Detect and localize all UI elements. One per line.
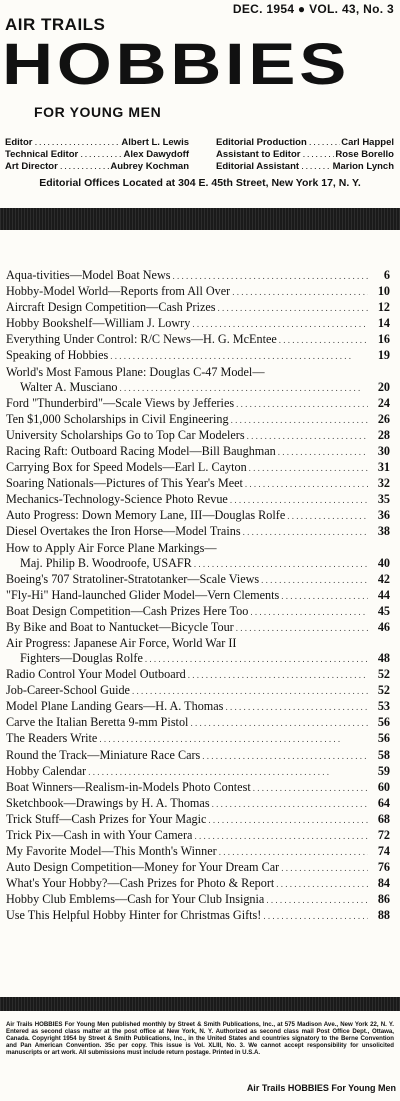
toc-entry [6,780,390,796]
toc-entry [6,316,390,332]
toc-title: Ten $1,000 Scholarships in Civil Engineering [6,411,229,426]
toc-title-continuation: Maj. Philip B. Woodroofe, USAFR [20,555,192,570]
toc-title: Auto Design Competition—Money for Your Dream Car [6,860,280,875]
toc-entry [6,604,390,620]
toc-leader [264,895,368,905]
staff-role: Editorial Assistant . . . [216,161,332,173]
toc-page-number: 40 [377,555,390,570]
toc-page-number: 44 [377,587,390,602]
toc-page-number: 56 [377,731,390,746]
toc-leader [248,607,368,617]
toc-page-number: 10 [377,284,390,299]
toc-leader [279,591,368,601]
toc-leader [143,654,368,664]
toc-page-number: 26 [377,411,390,426]
toc-title: "Fly-Hi" Hand-launched Glider Model—Vern Clements [6,587,280,602]
toc-page-number: 84 [377,876,390,891]
toc-leader [206,815,368,825]
toc-entry [6,428,390,444]
toc-title: Racing Raft: Outboard Racing Model—Bill Baughman [6,443,276,458]
staff-row [5,137,189,149]
toc-entry [6,508,390,524]
toc-page-number: 60 [377,779,390,794]
toc-leader [241,527,368,537]
table-of-contents [6,268,390,925]
toc-entry [6,365,390,380]
toc-leader [108,351,368,361]
toc-title: Speaking of Hobbies [6,348,109,363]
toc-title: Hobby Bookshelf—William J. Lowry [6,316,191,331]
toc-title: Boeing's 707 Stratoliner-Stratotanker—Scale Views [6,571,260,586]
toc-leader [223,702,368,712]
toc-page-number: 14 [377,316,390,331]
toc-entry [6,284,390,300]
toc-entry [6,268,390,284]
toc-entry [6,683,390,699]
toc-entry [6,828,390,844]
staff-row [216,161,394,173]
toc-entry [6,620,390,636]
staff-row [216,137,394,149]
toc-leader [188,718,368,728]
toc-entry [6,748,390,764]
toc-title: The Readers Write [6,731,98,746]
toc-title: Boat Design Competition—Cash Prizes Here Too [6,603,249,618]
toc-page-number: 28 [377,427,390,442]
staff-role: Art Director . . . [5,161,109,173]
toc-page-number: 64 [377,795,390,810]
toc-entry [6,476,390,492]
toc-title: Ford "Thunderbird"—Scale Views by Jefferies [6,395,235,410]
staff-list-right [216,137,394,173]
toc-page-number: 31 [377,460,390,475]
staff-role: Technical Editor . . . [5,149,123,161]
toc-entry [6,796,390,812]
toc-entry [6,860,390,876]
toc-page-number: 36 [377,508,390,523]
toc-page-number: 58 [377,747,390,762]
staff-name: Aubrey Kochman [110,161,189,172]
toc-entry [6,492,390,508]
toc-entry [6,541,390,556]
toc-leader [130,686,368,696]
toc-page-number: 68 [377,811,390,826]
toc-leader [171,271,368,281]
toc-title: By Bike and Boat to Nantucket—Bicycle Tour [6,619,234,634]
toc-title: Aircraft Design Competition—Cash Prizes [6,300,216,315]
toc-title: What's Your Hobby?—Cash Prizes for Photo & Report [6,876,275,891]
toc-leader [97,734,368,744]
toc-entry [6,715,390,731]
toc-page-number: 12 [377,300,390,315]
toc-page-number: 45 [377,603,390,618]
staff-row [216,149,394,161]
toc-leader [217,847,368,857]
toc-entry [6,460,390,476]
toc-page-number: 48 [377,650,390,665]
toc-leader [234,399,368,409]
toc-title: Air Progress: Japanese Air Force, World War II [6,635,237,650]
toc-entry-continuation [6,556,390,572]
toc-leader [247,463,368,473]
toc-title: Round the Track—Miniature Race Cars [6,747,201,762]
toc-title: Everything Under Control: R/C News—H. G. McEntee [6,332,277,347]
staff-row [5,161,189,173]
toc-entry [6,444,390,460]
toc-entry-continuation [6,651,390,667]
staff-row [5,149,189,161]
toc-title: Trick Pix—Cash in with Your Camera [6,828,193,842]
magazine-title: HOBBIES [2,32,351,97]
toc-entry [6,524,390,540]
toc-title: World's Most Famous Plane: Douglas C-47 Model— [6,364,265,379]
staff-name: Marion Lynch [332,161,394,172]
top-divider-band [0,208,400,230]
toc-leader [285,511,368,521]
toc-title: Job-Career-School Guide [6,683,130,698]
toc-entry [6,348,390,364]
toc-entry [6,892,390,908]
toc-leader [251,783,368,793]
toc-leader [277,335,368,345]
toc-page-number: 30 [377,443,390,458]
toc-entry [6,876,390,892]
toc-title: Aqua-tivities—Model Boat News [6,268,171,282]
toc-page-number: 35 [377,492,390,507]
toc-leader [243,479,368,489]
toc-title: Carve the Italian Beretta 9-mm Pistol [6,715,189,730]
toc-leader [229,415,368,425]
issue-line: DEC. 1954 ● VOL. 43, No. 3 [232,2,394,16]
toc-page-number: 88 [377,908,390,923]
toc-entry [6,396,390,412]
toc-leader [234,623,368,633]
toc-page-number: 24 [377,395,390,410]
toc-title-continuation: Walter A. Musciano [20,379,118,394]
bottom-divider-band [0,997,400,1011]
toc-leader [274,879,368,889]
toc-page-number: 52 [377,683,390,698]
staff-role: Editor . . . [5,137,120,149]
toc-page-number: 46 [377,619,390,634]
toc-leader [276,447,368,457]
toc-leader [200,751,368,761]
toc-page-number: 6 [383,268,390,282]
toc-page-number: 16 [377,332,390,347]
toc-entry [6,667,390,683]
toc-leader [261,911,368,921]
toc-title: Carrying Box for Speed Models—Earl L. Cayton [6,460,247,475]
toc-title: Diesel Overtakes the Iron Horse—Model Trains [6,524,241,539]
toc-entry [6,412,390,428]
toc-title: My Favorite Model—This Month's Winner [6,844,217,859]
magazine-subtitle: FOR YOUNG MEN [34,104,162,120]
staff-role: Editorial Production . . . [216,137,340,149]
toc-title-continuation: Fighters—Douglas Rolfe [20,650,143,665]
toc-title: Hobby Club Emblems—Cash for Your Club Insignia [6,892,265,907]
toc-title: Boat Winners—Realism-in-Models Photo Contest [6,779,251,794]
staff-name: Alex Dawydoff [123,149,189,160]
publication-notice: Air Trails HOBBIES For Young Men published monthly by Street & Smith Publications, Inc., at 575 Madison Ave., New York 22, N. Y. Entered as second class matter at the post office at New York, N. Y. Authorized as second class mail Post Office Dept., Ottawa, Canada. Copyright 1954 by Street & Smith Publications, Inc., in the United States and countries signatory to the Berne Convention and Pan American Convention. 35c per copy. This issue is Vol. XLIII, No. 3. We cannot accept responsibility for unsolicited manuscripts or art work. All submissions must include return postage. Printed in U.S.A. [6,1021,394,1056]
toc-title: How to Apply Air Force Plane Markings— [6,540,217,555]
toc-leader [210,799,368,809]
toc-page-number: 76 [377,860,390,875]
toc-entry [6,300,390,316]
staff-list-left [5,137,189,173]
toc-title: Sketchbook—Drawings by H. A. Thomas [6,795,210,810]
toc-leader [118,383,368,393]
toc-title: Hobby-Model World—Reports from All Over [6,284,231,299]
toc-leader [259,575,368,585]
toc-title: Trick Stuff—Cash Prizes for Your Magic [6,811,207,826]
toc-page-number: 53 [377,699,390,714]
staff-role: Assistant to Editor . . . [216,149,334,161]
staff-name: Carl Happel [341,137,394,148]
toc-entry [6,636,390,651]
toc-page-number: 42 [377,571,390,586]
staff-name: Rose Borello [335,149,394,160]
toc-leader [86,767,368,777]
toc-leader [228,495,368,505]
toc-entry [6,572,390,588]
toc-title: Hobby Calendar [6,763,87,778]
toc-leader [230,287,368,297]
toc-entry [6,588,390,604]
toc-entry [6,731,390,747]
toc-title: Use This Helpful Hobby Hinter for Christmas Gifts! [6,908,262,923]
toc-leader [216,303,368,313]
toc-title: Auto Progress: Down Memory Lane, III—Douglas Rolfe [6,508,286,523]
editorial-offices: Editorial Offices Located at 304 E. 45th Street, New York 17, N. Y. [39,177,361,189]
toc-title: Model Plane Landing Gears—H. A. Thomas [6,699,224,714]
toc-title: Radio Control Your Model Outboard [6,667,186,682]
toc-title: Mechanics-Technology-Science Photo Revue [6,492,228,507]
toc-leader [192,831,368,841]
toc-entry [6,764,390,780]
toc-leader [186,670,368,680]
toc-page-number: 86 [377,892,390,907]
toc-leader [192,559,368,569]
toc-page-number: 38 [377,524,390,539]
toc-page-number: 32 [377,476,390,491]
toc-page-number: 74 [377,844,390,859]
toc-page-number: 19 [377,348,390,363]
toc-leader [190,319,368,329]
staff-name: Albert L. Lewis [121,137,189,148]
toc-entry [6,812,390,828]
toc-entry [6,908,390,924]
toc-entry-continuation [6,380,390,396]
toc-entry [6,332,390,348]
toc-page-number: 59 [377,763,390,778]
toc-title: University Scholarships Go to Top Car Modelers [6,427,245,442]
toc-title: Soaring Nationals—Pictures of This Year's Meet [6,476,243,491]
toc-entry [6,699,390,715]
toc-entry [6,844,390,860]
toc-leader [279,863,368,873]
air-trails-label: AIR TRAILS [5,15,106,34]
toc-leader [245,431,368,441]
toc-page-number: 72 [377,828,390,842]
toc-page-number: 52 [377,667,390,682]
toc-page-number: 56 [377,715,390,730]
toc-page-number: 20 [377,379,390,394]
footer-title: Air Trails HOBBIES For Young Men [246,1083,396,1093]
